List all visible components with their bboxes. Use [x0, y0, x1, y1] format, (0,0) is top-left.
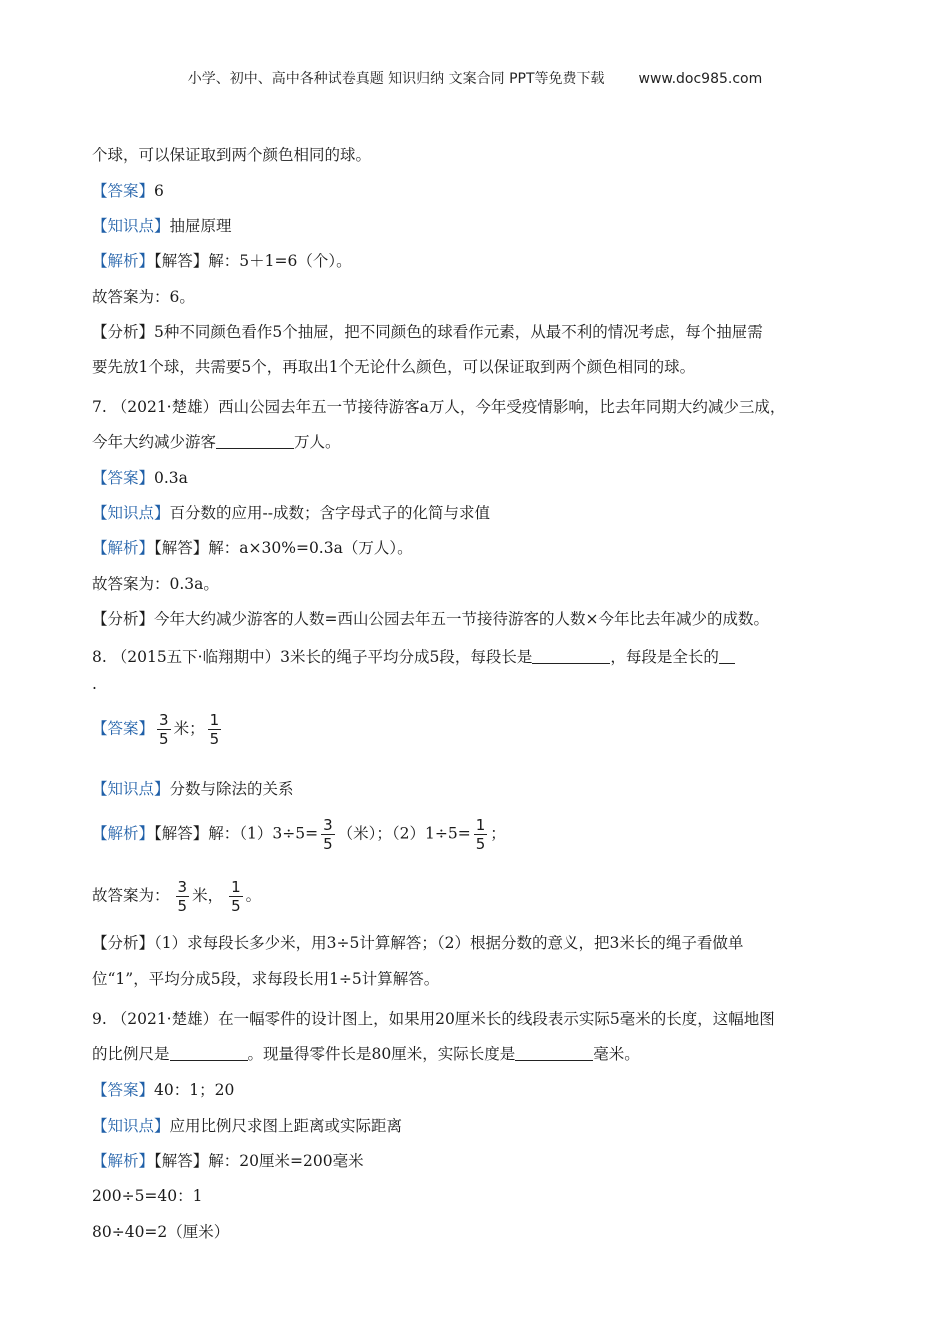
fraction-three-fifths: $\frac{3}{5}$	[159, 711, 169, 748]
q8-blank-2[interactable]	[719, 647, 735, 664]
fraction-one-fifth: $\frac{1}{5}$	[475, 816, 486, 853]
q6-stem-tail: 个球，可以保证取到两个颜色相同的球。	[92, 146, 372, 164]
header-text: 小学、初中、高中各种试卷真题 知识归纳 文案合同 PPT等免费下载	[187, 71, 605, 87]
q8-analysis: 【解析】【解答】解：（1）3÷5= $\frac{3}{5}$ （米）；（2）1÷5= $\frac{1}{5}$ ；	[92, 816, 506, 853]
page-header	[0, 68, 950, 88]
fraction-three-fifths: $\frac{3}{5}$	[177, 878, 188, 915]
q6-comment: 【分析】5种不同颜色看作5个抽屉，把不同颜色的球看作元素，从最不利的情况考虑，每个抽屉需	[92, 323, 763, 341]
q8-blank-1[interactable]	[532, 647, 610, 664]
q8-stem: 8. （2015五下·临翔期中）3米长的绳子平均分成5段，每段长是 ，每段是全长的	[92, 646, 735, 668]
fraction-three-fifths: $\frac{3}{5}$	[323, 816, 333, 853]
q6-knowledge: 【知识点】抽屉原理	[92, 217, 232, 235]
q9-stem: 9. （2021·楚雄）在一幅零件的设计图上，如果用20厘米长的线段表示实际5毫米的长度，这幅地图	[92, 1010, 775, 1028]
q7-analysis: 【解析】【解答】解：a×30%=0.3a（万人）。	[92, 539, 413, 557]
q6-final: 故答案为：6。	[92, 288, 195, 306]
q8-comment: 【分析】（1）求每段长多少米，用3÷5计算解答；（2）根据分数的意义，把3米长的绳子看做单	[92, 934, 744, 952]
q7-blank[interactable]	[216, 432, 294, 449]
q8-stem-dot: .	[92, 675, 97, 693]
header-site-link[interactable]: www.doc985.com	[638, 71, 763, 87]
q8-comment-cont: 位“1”，平均分成5段，求每段长用1÷5计算解答。	[92, 970, 440, 988]
q8-knowledge: 【知识点】分数与除法的关系	[92, 780, 294, 798]
q6-analysis: 【解析】【解答】解：5＋1=6（个）。	[92, 252, 352, 270]
q7-final: 故答案为：0.3a。	[92, 575, 219, 593]
answer-tag: 【答案】	[92, 182, 155, 200]
analysis-tag: 【解析】	[92, 252, 155, 270]
q7-answer: 【答案】0.3a	[92, 469, 188, 487]
q7-comment: 【分析】今年大约减少游客的人数=西山公园去年五一节接待游客的人数×今年比去年减少的成数。	[92, 610, 769, 628]
q9-step-1: 200÷5=40：1	[92, 1187, 203, 1205]
knowledge-tag: 【知识点】	[92, 217, 170, 235]
q7-knowledge: 【知识点】百分数的应用--成数；含字母式子的化简与求值	[92, 504, 490, 522]
q9-stem-cont: 的比例尺是 。现量得零件长是80厘米，实际长度是 毫米。	[92, 1045, 640, 1063]
q9-blank-1[interactable]	[170, 1044, 248, 1061]
q9-blank-2[interactable]	[515, 1044, 593, 1061]
q9-knowledge: 【知识点】应用比例尺求图上距离或实际距离	[92, 1117, 403, 1135]
q8-answer: 【答案】 $\frac{3}{5}$ 米； $\frac{1}{5}$	[92, 711, 220, 748]
fraction-one-fifth: $\frac{1}{5}$	[231, 878, 241, 915]
q7-stem: 7. （2021·楚雄）西山公园去年五一节接待游客a万人，今年受疫情影响，比去年同期大约减少三成，	[92, 398, 786, 416]
q6-answer: 【答案】6	[92, 182, 164, 200]
q9-answer: 【答案】40：1；20	[92, 1081, 235, 1099]
q9-step-2: 80÷40=2（厘米）	[92, 1223, 230, 1241]
q7-stem-cont: 今年大约减少游客 万人。	[92, 433, 341, 451]
q8-final: 故答案为： $\frac{3}{5}$ 米， $\frac{1}{5}$ 。	[92, 878, 262, 915]
q9-analysis: 【解析】【解答】解：20厘米=200毫米	[92, 1152, 364, 1170]
q6-comment-cont: 要先放1个球，共需要5个，再取出1个无论什么颜色，可以保证取到两个颜色相同的球。	[92, 358, 696, 376]
fraction-one-fifth: $\frac{1}{5}$	[209, 711, 220, 748]
